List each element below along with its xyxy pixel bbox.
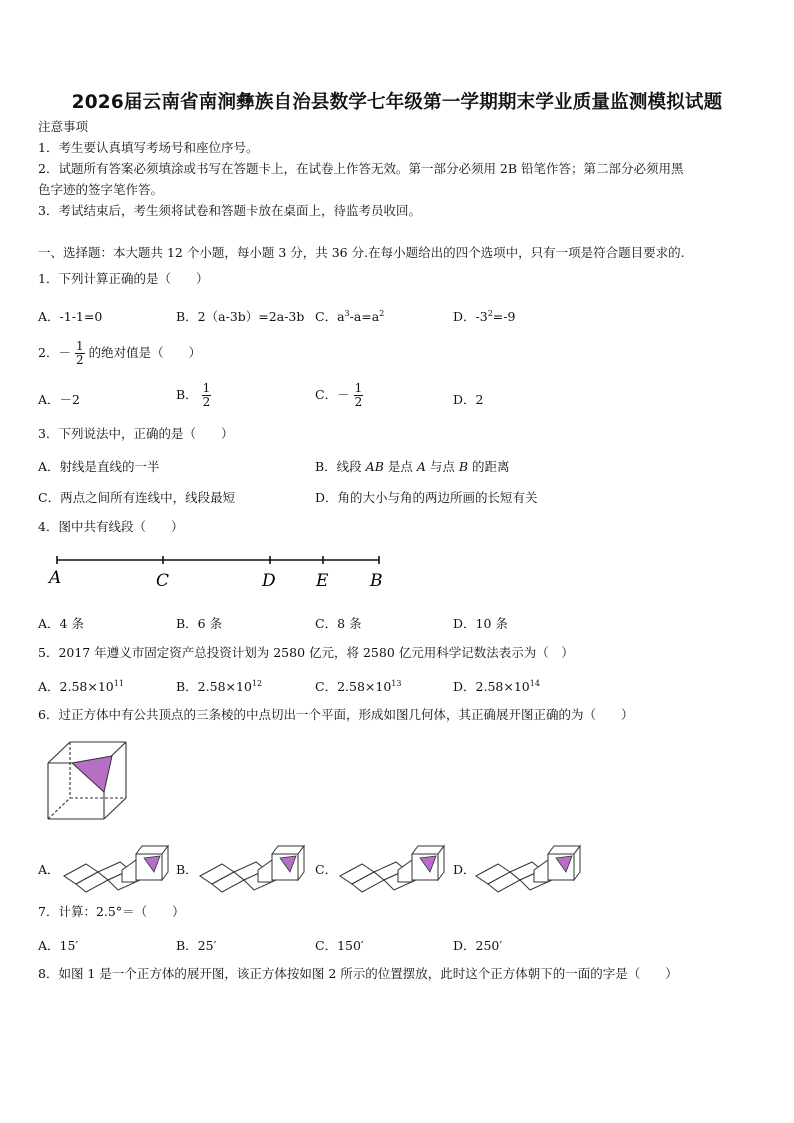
- question-4-option-b: B．6 条: [176, 616, 223, 631]
- point-label-e: E: [316, 571, 329, 591]
- fraction-one-half: $\frac{1}{2}$: [75, 339, 84, 367]
- question-7-option-a: A．15′: [38, 938, 79, 953]
- question-7-option-b: B．25′: [176, 938, 217, 953]
- question-3-option-b: B．线段 AB 是点 A 与点 B 的距离: [315, 459, 510, 474]
- net-option-a: [64, 846, 168, 892]
- point-label-d: D: [262, 571, 276, 591]
- question-2-option-d: D．2: [453, 392, 484, 407]
- question-5-stem: 5．2017 年遵义市固定资产总投资计划为 2580 亿元，将 2580 亿元用科学记数法表示为（ ）: [38, 645, 574, 660]
- page-title: 2026届云南省南涧彝族自治县数学七年级第一学期期末学业质量监测模拟试题: [71, 92, 723, 113]
- net-option-b: [200, 846, 304, 892]
- question-2-option-b: B． $\frac{1}{2}$: [176, 381, 211, 409]
- net-option-c: [340, 846, 444, 892]
- question-2-option-a: A．－2: [38, 392, 80, 407]
- notice-item-3: 3．考试结束后，考生须将试卷和答题卡放在桌面上，待监考员收回。: [38, 203, 421, 218]
- question-1-option-b: B．2（a-3b）=2a-3b: [176, 309, 305, 324]
- question-6-option-a: A．: [38, 862, 60, 877]
- question-8-stem: 8．如图 1 是一个正方体的展开图，该正方体按如图 2 所示的位置摆放，此时这个正方体朝下的一面的字是（ ）: [38, 966, 678, 981]
- point-label-a: A: [49, 568, 62, 588]
- question-1-option-c: C．$a^3-a=a^2$: [315, 309, 385, 324]
- question-7-option-d: D．250′: [453, 938, 503, 953]
- question-4-option-c: C．8 条: [315, 616, 362, 631]
- question-3-option-a: A．射线是直线的一半: [38, 459, 160, 474]
- question-2-stem: 2．－ $\frac{1}{2}$ 的绝对值是（ ）: [38, 339, 202, 367]
- question-3-option-c: C．两点之间所有连线中，线段最短: [38, 490, 236, 505]
- net-option-d: [476, 846, 580, 892]
- question-3-stem: 3．下列说法中，正确的是（ ）: [38, 426, 234, 441]
- question-4-stem: 4．图中共有线段（ ）: [38, 519, 184, 534]
- question-6-stem: 6．过正方体中有公共顶点的三条棱的中点切出一个平面，形成如图几何体，其正确展开图正确的为（ ）: [38, 707, 634, 722]
- point-label-b: B: [370, 571, 383, 591]
- question-7-stem: 7．计算：2.5°＝（ ）: [38, 904, 185, 919]
- question-7-option-c: C．150′: [315, 938, 364, 953]
- question-4-option-a: A．4 条: [38, 616, 84, 631]
- question-5-option-d: D．$2.58\times 10^{14}$: [453, 679, 540, 694]
- question-5-option-a: A．$2.58\times 10^{11}$: [38, 679, 124, 694]
- question-4-option-d: D．10 条: [453, 616, 508, 631]
- question-5-option-b: B．$2.58\times 10^{12}$: [176, 679, 263, 694]
- question-1-stem: 1．下列计算正确的是（ ）: [38, 271, 209, 286]
- question-1-option-d: D．$-3^2=-9$: [453, 309, 516, 324]
- question-3-option-d: D．角的大小与角的两边所画的长短有关: [315, 490, 538, 505]
- question-2-option-c: C．－ $\frac{1}{2}$: [315, 381, 363, 409]
- section-heading: 一、选择题：本大题共 12 个小题，每小题 3 分，共 36 分.在每小题给出的四个选项中，只有一项是符合题目要求的.: [38, 245, 685, 260]
- notice-item-2-cont: 色字迹的签字笔作答。: [38, 182, 164, 197]
- point-label-c: C: [156, 571, 170, 591]
- question-6-option-d: D．: [453, 862, 476, 877]
- question-6-option-b: B．: [176, 862, 198, 877]
- notice-item-2: 2．试题所有答案必须填涂或书写在答题卡上，在试卷上作答无效。第一部分必须用 2B 铅笔作答；第二部分必须用黑: [38, 161, 684, 176]
- notice-heading: 注意事项: [38, 119, 89, 134]
- question-5-option-c: C．$2.58\times 10^{13}$: [315, 679, 402, 694]
- question-1-option-a: A．-1-1=0: [38, 309, 103, 324]
- question-6-option-c: C．: [315, 862, 338, 877]
- notice-item-1: 1．考生要认真填写考场号和座位序号。: [38, 140, 259, 155]
